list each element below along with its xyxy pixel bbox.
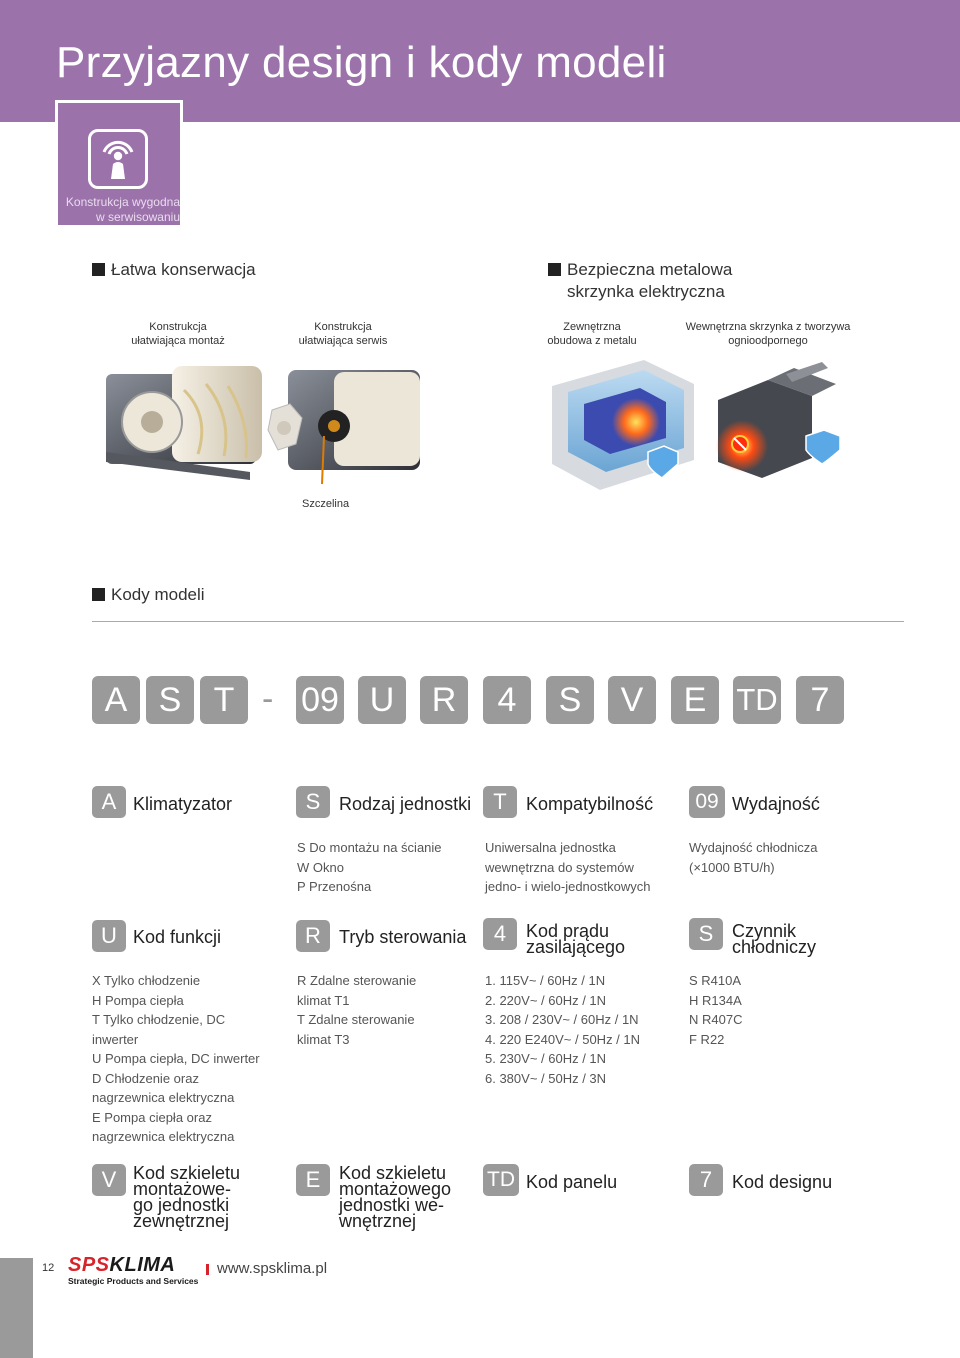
code-title-a: Klimatyzator [133,794,233,814]
section-maintenance-title: Łatwa konserwacja [92,259,256,281]
code-title-e: Kod szkieletu montażowego jednostki we- wnętrznej [339,1163,452,1231]
code-badge-v: V [92,1164,126,1196]
code-title-s-refrigerant: Czynnik chłodniczy [732,921,817,957]
code-desc-t: Uniwersalna jednostka wewnętrzna do systemów jedno- i wielo-jednostkowych [485,840,651,894]
code-desc-09: Wydajność chłodnicza (×1000 BTU/h) [689,840,818,875]
code-title-09: Wydajność [732,794,820,814]
code-tile-u: U [358,676,406,724]
caption-metal-housing: Zewnętrzna obudowa z metalu [547,321,637,347]
code-title-u: Kod funkcji [133,927,222,947]
code-badge-r: R [296,920,330,952]
spsklima-logo: SPSKLIMA Strategic Products and Services [68,1254,199,1286]
code-badge-4: 4 [483,918,517,950]
code-desc-4: 1. 115V~ / 60Hz / 1N 2. 220V~ / 60Hz / 1N 3. 208 / 230V~ / 60Hz / 1N 4. 220 E240V~ / 50Hz / 1N 5. 230V~ / 60Hz / 1N 6. 380V~ / 50Hz / 3N [485,973,641,1086]
easy-install-photo [100,360,270,485]
fireproof-box-photo [710,362,850,484]
square-bullet-icon [92,263,105,276]
metal-housing-photo [548,356,698,494]
caption-easy-service: Konstrukcja ułatwiająca serwis [298,321,388,347]
feature-label: Konstrukcja wygodna w serwisowaniu [65,195,180,224]
caption-fireproof-box: Wewnętrzna skrzynka z tworzywa ognioodpornego [685,321,851,347]
page-number: 12 [42,1262,55,1274]
code-tile-09: 09 [296,676,344,724]
code-tile-v: V [608,676,656,724]
code-desc-r: R Zdalne sterowanie klimat T1 T Zdalne sterowanie klimat T3 [297,973,417,1047]
gap-label: Szczelina [302,498,350,510]
code-badge-td: TD [483,1164,519,1196]
code-title-7: Kod designu [732,1172,833,1192]
website-link[interactable]: www.spsklima.pl [217,1260,328,1277]
feature-box [55,100,183,228]
footer-separator [206,1264,209,1275]
code-tile-4: 4 [483,676,531,724]
code-desc-u: X Tylko chłodzenie H Pompa ciepła T Tylko chłodzenie, DC inwerter U Pompa ciepła, DC inwerter D Chłodzenie oraz nagrzewnica elektryczna E Pompa ciepła oraz nagrzewnica elektryczna [92,973,260,1144]
code-tile-7: 7 [796,676,844,724]
code-title-4: Kod prądu zasilającego [526,921,626,957]
code-title-r: Tryb sterowania [339,927,467,947]
code-dash: - [262,680,274,718]
code-desc-s: S Do montażu na ścianie W Okno P Przenośna [297,840,442,894]
code-tile-r: R [420,676,468,724]
square-bullet-icon [92,588,105,601]
code-title-v: Kod szkieletu montażowe- go jednostki zewnętrznej [133,1163,241,1231]
code-title-t: Kompatybilność [526,794,654,814]
code-tile-s2: S [546,676,594,724]
code-badge-u: U [92,920,126,952]
code-desc-s-refrigerant: S R410A H R134A N R407C F R22 [689,973,743,1047]
section-divider [92,621,904,622]
code-badge-a: A [92,786,126,818]
code-badge-e: E [296,1164,330,1196]
section-model-codes-title: Kody modeli [92,584,205,606]
easy-service-photo [266,362,426,487]
code-badge-09: 09 [689,786,725,818]
code-title-s: Rodzaj jednostki [339,794,472,814]
code-tile-e: E [671,676,719,724]
section-electrical-box-title: Bezpieczna metalowa skrzynka elektryczna [548,259,732,303]
code-tile-t: T [200,676,248,724]
caption-easy-install: Konstrukcja ułatwiająca montaż [131,321,225,347]
code-title-td: Kod panelu [526,1172,618,1192]
code-tile-a: A [92,676,140,724]
code-badge-s: S [296,786,330,818]
service-person-icon [88,129,148,189]
page-title: Przyjazny design i kody modeli [56,38,667,87]
code-tile-td: TD [733,676,781,724]
footer-side-bar [0,1258,33,1358]
square-bullet-icon [548,263,561,276]
code-badge-s-refrigerant: S [689,918,723,950]
code-badge-t: T [483,786,517,818]
code-badge-7: 7 [689,1164,723,1196]
code-tile-s: S [146,676,194,724]
